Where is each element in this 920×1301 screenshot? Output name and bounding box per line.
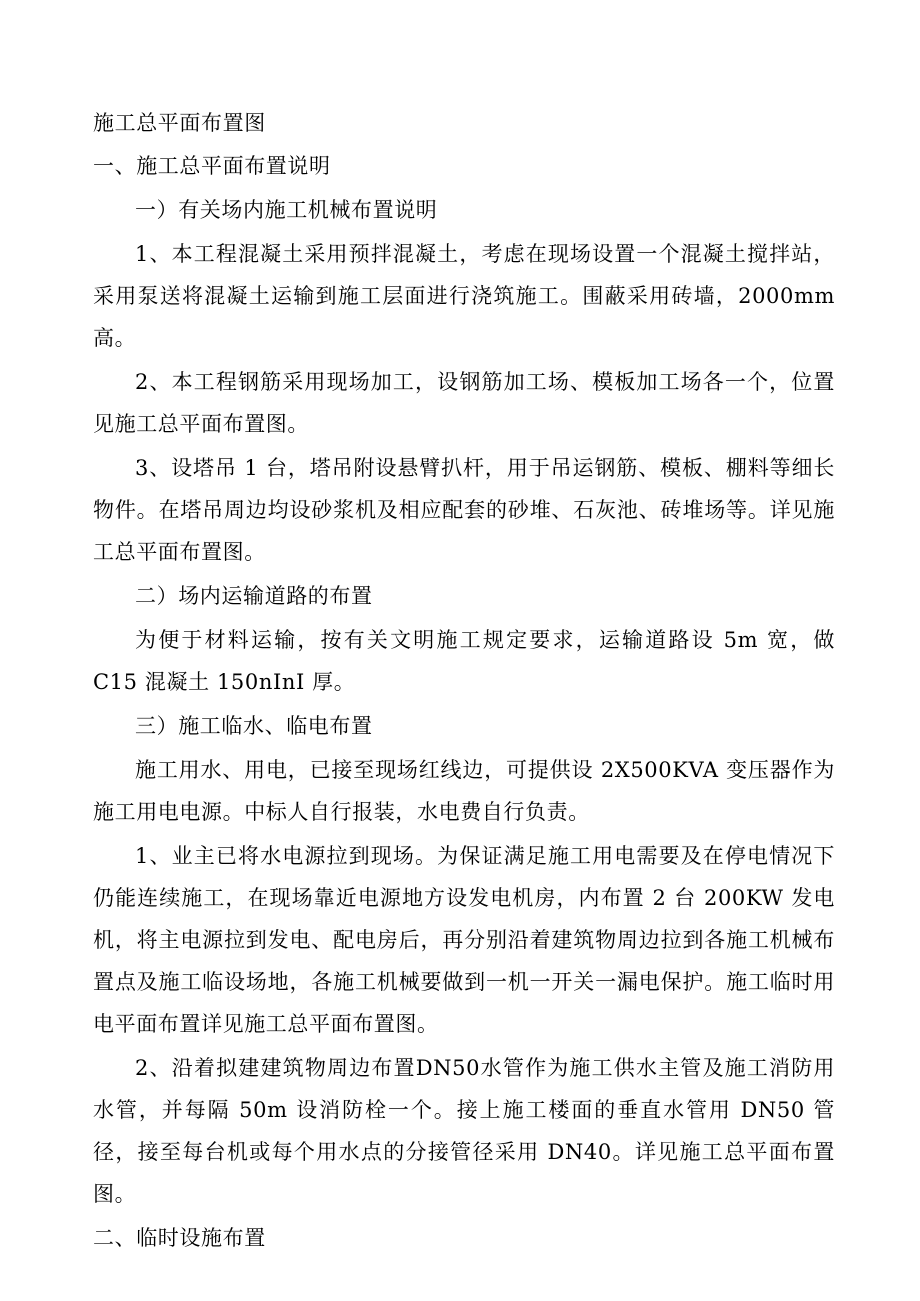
paragraph-power-supply: 1、业主已将水电源拉到现场。为保证满足施工用电需要及在停电情况下仍能连续施工，在现场靠近电源地方设发电机房，内布置 2 台 200KW 发电机，将主电源拉到发电、配电房后，再分别沿着建筑物周边拉到各施工机械布置点及施工临设场地，各施工机械要做到一机一开关一漏电保护。施工临时用电平面布置详见施工总平面布置图。: [93, 844, 835, 1036]
paragraph-roads: 为便于材料运输，按有关文明施工规定要求，运输道路设 5m 宽，做 C15 混凝土 150nInI 厚。: [93, 628, 835, 694]
paragraph-rebar: 2、本工程钢筋采用现场加工，设钢筋加工场、模板加工场各一个，位置见施工总平面布置图。: [93, 370, 835, 436]
paragraph-water-power-intro: 施工用水、用电，已接至现场红线边，可提供设 2X500KVA 变压器作为施工用电电源。中标人自行报装，水电费自行负责。: [93, 758, 835, 824]
document-title: 施工总平面布置图: [93, 111, 266, 135]
subsection-heading-water-power: 三）施工临水、临电布置: [135, 714, 373, 738]
section-heading-2: 二、临时设施布置: [93, 1226, 266, 1250]
paragraph-water-supply: 2、沿着拟建建筑物周边布置DN50水管作为施工供水主管及施工消防用水管，并每隔 50m 设消防栓一个。接上施工楼面的垂直水管用 DN50 管径，接至每台机或每个用水点的分接管径采用 DN40。详见施工总平面布置图。: [93, 1056, 835, 1206]
section-heading-1: 一、施工总平面布置说明: [93, 154, 331, 178]
subsection-heading-roads: 二）场内运输道路的布置: [135, 584, 373, 608]
paragraph-concrete: 1、本工程混凝土采用预拌混凝土，考虑在现场设置一个混凝土搅拌站，采用泵送将混凝土运输到施工层面进行浇筑施工。围蔽采用砖墙，2000mm 高。: [93, 242, 835, 350]
subsection-heading-machinery: 一）有关场内施工机械布置说明: [135, 198, 438, 222]
paragraph-tower-crane: 3、设塔吊 1 台，塔吊附设悬臂扒杆，用于吊运钢筋、模板、棚料等细长物件。在塔吊周边均设砂浆机及相应配套的砂堆、石灰池、砖堆场等。详见施工总平面布置图。: [93, 456, 835, 564]
document-body: [93, 102, 835, 1261]
